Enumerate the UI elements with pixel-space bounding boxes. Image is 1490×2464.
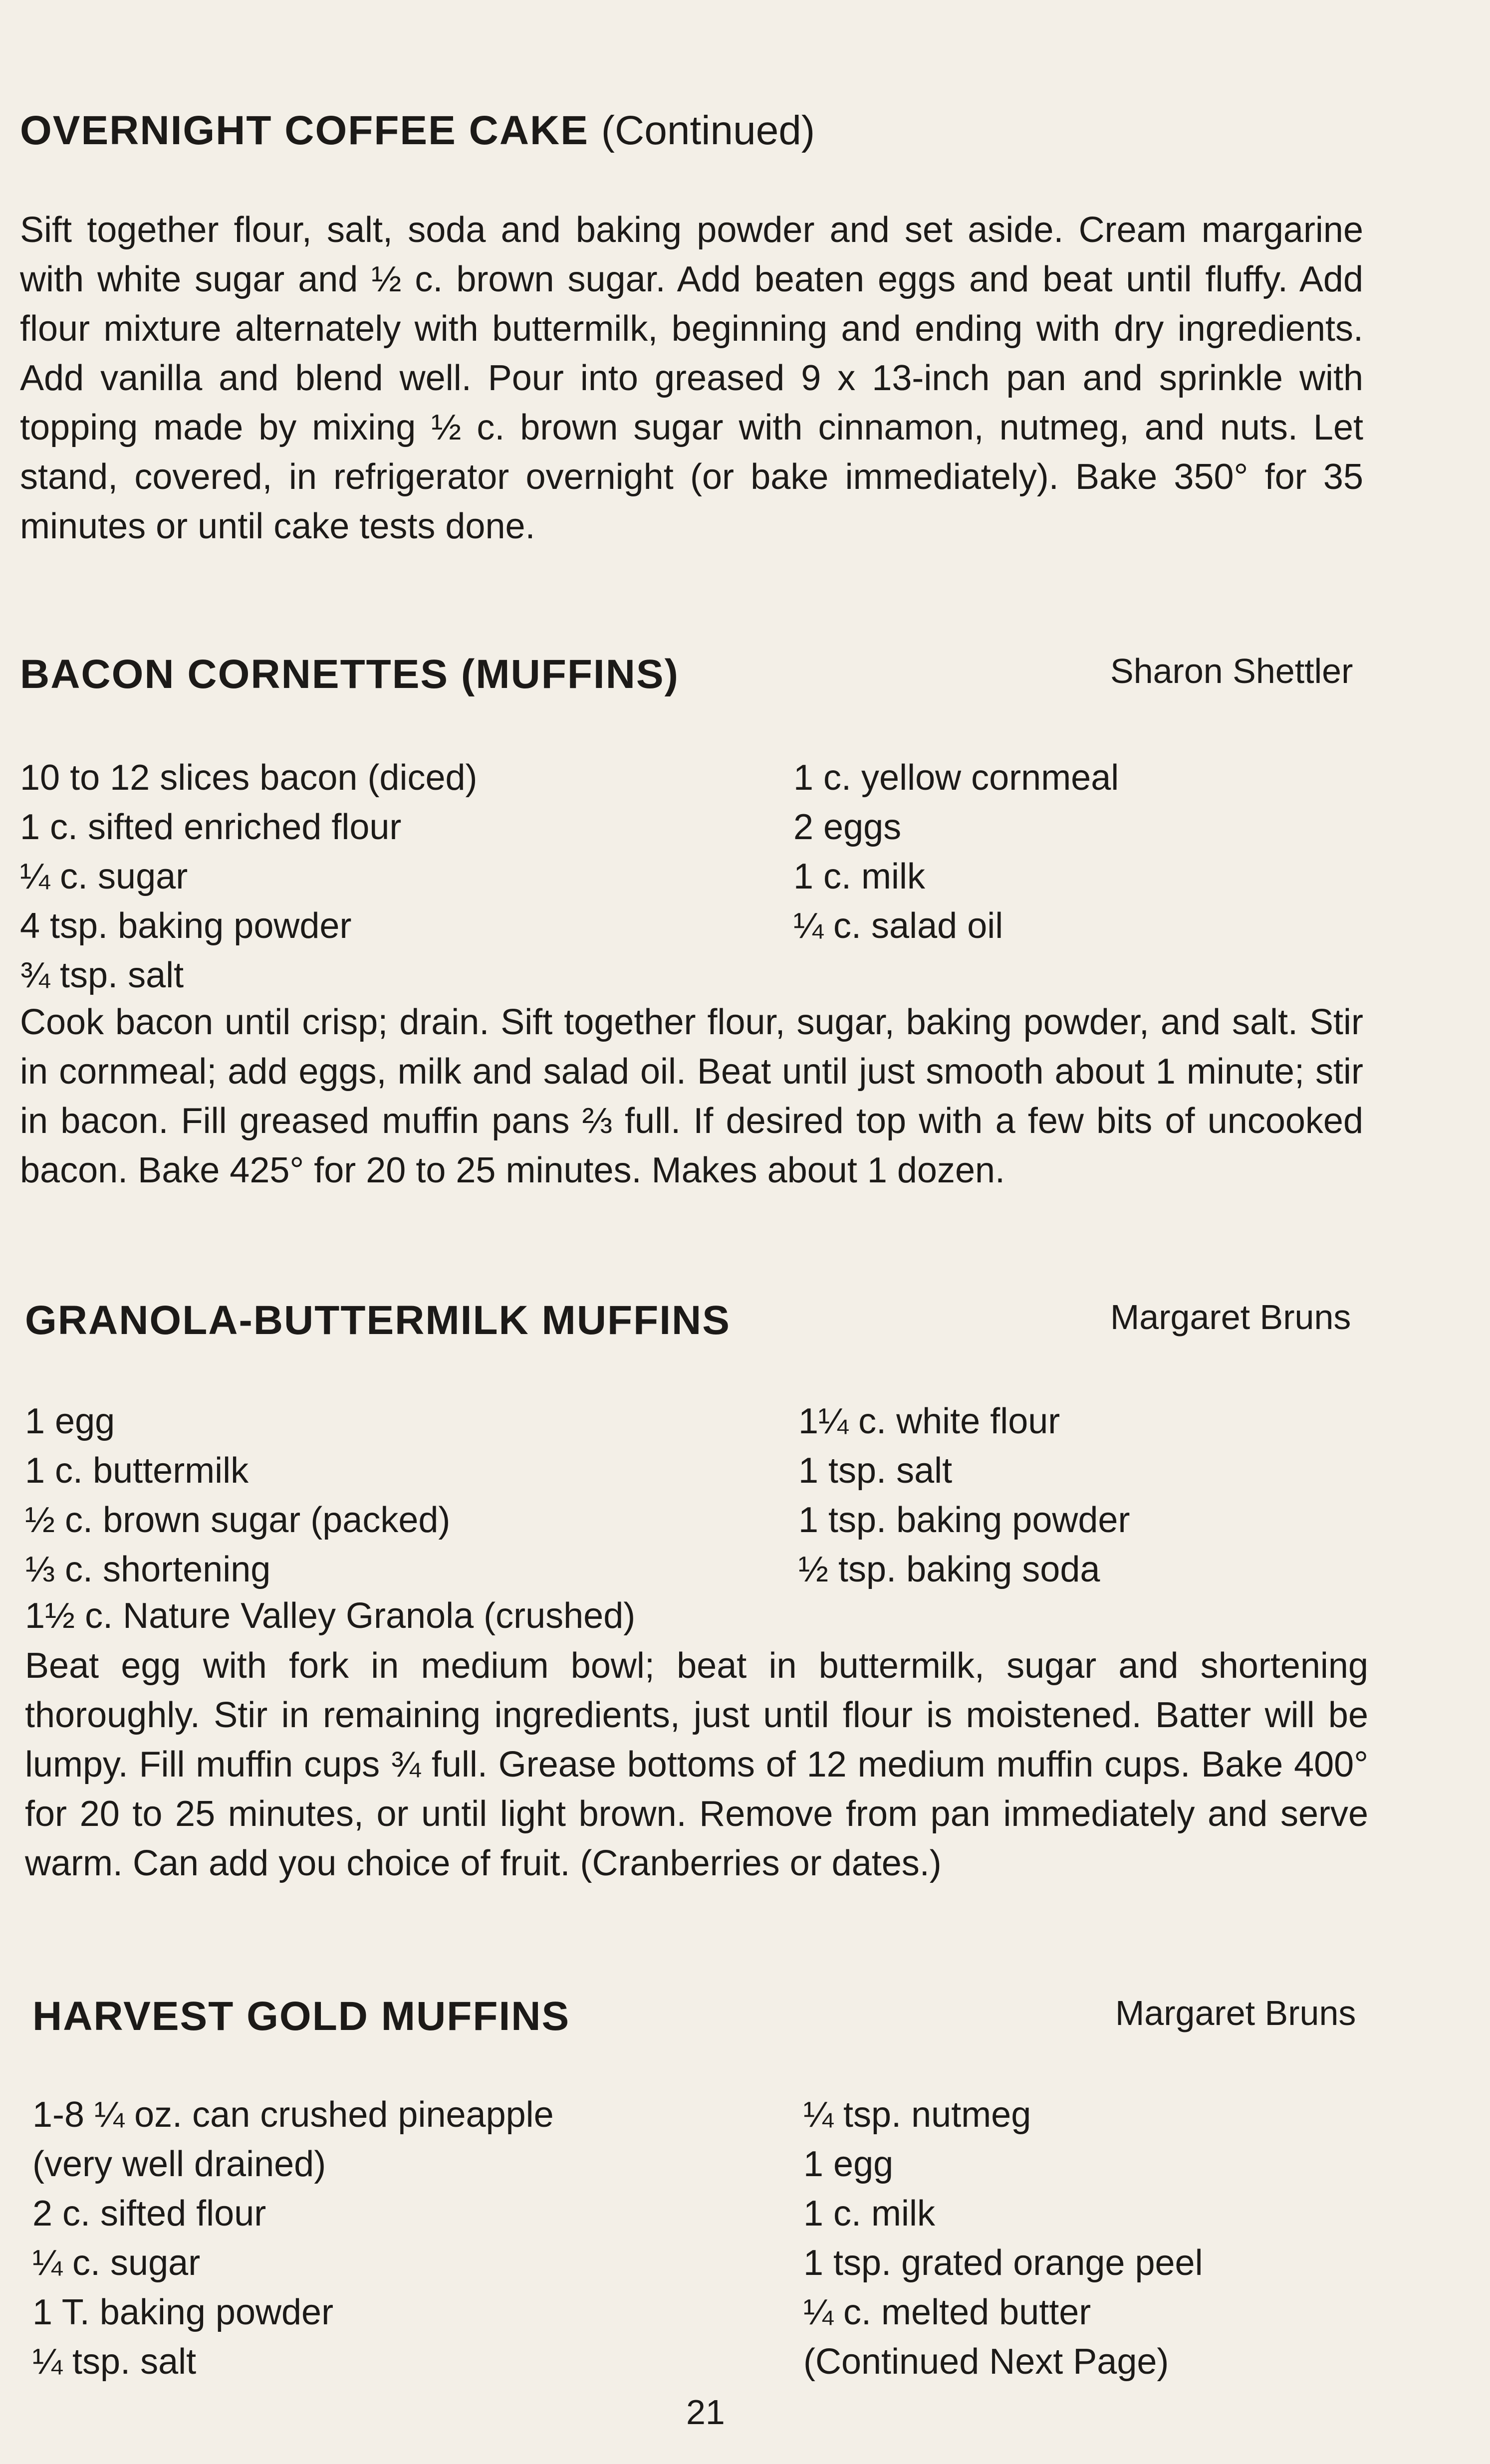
ingredient: 1¼ c. white flour — [798, 1401, 1060, 1441]
bacon-directions: Cook bacon until crisp; drain. Sift together flour, sugar, baking powder, and salt. Stir in cornmeal; add eggs, milk and salad oil. Beat until just smooth about 1 minute; stir in bacon. Fill greased muffin pans ⅔ full. If desired top with a few bits of uncooked bacon. Bake 425° for 20 to 25 minutes. Makes about 1 dozen. — [20, 1002, 1363, 1190]
ingredient: ¼ tsp. nutmeg — [803, 2095, 1031, 2135]
ingredient: 1 c. milk — [803, 2194, 936, 2234]
ingredient: 1 tsp. grated orange peel — [803, 2243, 1203, 2283]
ingredient: 1 c. sifted enriched flour — [20, 807, 402, 847]
bacon-cornettes-title: BACON CORNETTES (MUFFINS) — [20, 652, 679, 697]
ingredient: 1 egg — [803, 2144, 894, 2184]
ingredient: 1 c. yellow cornmeal — [793, 758, 1119, 798]
harvest-gold-muffins-author: Margaret Bruns — [1115, 1994, 1356, 2032]
ingredient: 1 c. buttermilk — [25, 1451, 249, 1491]
ingredient: 1 tsp. baking powder — [798, 1500, 1130, 1540]
harvest-left-ingredients — [32, 2090, 554, 2387]
granola-right-ingredients — [798, 1397, 1130, 1594]
ingredient: ¼ c. melted butter — [803, 2292, 1091, 2332]
bacon-left-ingredients — [20, 753, 478, 1000]
ingredient: ⅓ c. shortening — [25, 1550, 271, 1589]
ingredient: ¼ c. sugar — [32, 2243, 201, 2283]
bacon-right-ingredients — [793, 753, 1119, 951]
granola-muffins-title: GRANOLA-BUTTERMILK MUFFINS — [25, 1298, 731, 1343]
ingredient: ¼ c. salad oil — [793, 906, 1003, 946]
granola-wide-ingredient: 1½ c. Nature Valley Granola (crushed) — [25, 1596, 636, 1636]
overnight-continued-label: (Continued) — [601, 108, 815, 153]
granola-left-ingredients — [25, 1397, 450, 1594]
ingredient: 1 tsp. salt — [798, 1451, 953, 1491]
ingredient: 1 egg — [25, 1401, 115, 1441]
ingredient: 1-8 ¼ oz. can crushed pineapple — [32, 2095, 554, 2135]
page-number: 21 — [686, 2393, 725, 2432]
overnight-directions: Sift together flour, salt, soda and baking powder and set aside. Cream margarine with white sugar and ½ c. brown sugar. Add beaten eggs and beat until fluffy. Add flour mixture alternately with buttermilk, beginning and ending with dry ingredients. Add vanilla and blend well. Pour into greased 9 x 13-inch pan and sprinkle with topping made by mixing ½ c. brown sugar with cinnamon, nutmeg, and nuts. Let stand, covered, in refrigerator overnight (or bake immediately). Bake 350° for 35 minutes or until cake tests done. — [20, 210, 1363, 546]
granola-directions: Beat egg with fork in medium bowl; beat in buttermilk, sugar and shortening thoroughly. Stir in remaining ingredients, just until flour is moistened. Batter will be lumpy. Fill muffin cups ¾ full. Grease bottoms of 12 medium muffin cups. Bake 400° for 20 to 25 minutes, or until light brown. Remove from pan immediately and serve warm. Can add you choice of fruit. (Cranberries or dates.) — [25, 1646, 1368, 1883]
ingredient: 10 to 12 slices bacon (diced) — [20, 758, 478, 798]
granola-muffins-author: Margaret Bruns — [1110, 1298, 1351, 1337]
ingredient: ½ c. brown sugar (packed) — [25, 1500, 451, 1540]
bacon-cornettes-author: Sharon Shettler — [1110, 652, 1353, 690]
ingredient: 4 tsp. baking powder — [20, 906, 352, 946]
overnight-coffee-cake-title — [20, 107, 815, 154]
ingredient: 1 c. milk — [793, 857, 926, 896]
ingredient: 2 c. sifted flour — [32, 2194, 266, 2234]
ingredient: (Continued Next Page) — [803, 2342, 1169, 2382]
ingredient: ¼ tsp. salt — [32, 2342, 197, 2382]
harvest-right-ingredients — [803, 2090, 1203, 2387]
harvest-gold-muffins-title: HARVEST GOLD MUFFINS — [32, 1994, 570, 2039]
ingredient: 2 eggs — [793, 807, 902, 847]
ingredient: (very well drained) — [32, 2144, 326, 2184]
ingredient: ¼ c. sugar — [20, 857, 188, 896]
ingredient: ½ tsp. baking soda — [798, 1550, 1100, 1589]
overnight-title-text: OVERNIGHT COFFEE CAKE — [20, 108, 589, 153]
ingredient: 1 T. baking powder — [32, 2292, 334, 2332]
ingredient: ¾ tsp. salt — [20, 955, 184, 995]
